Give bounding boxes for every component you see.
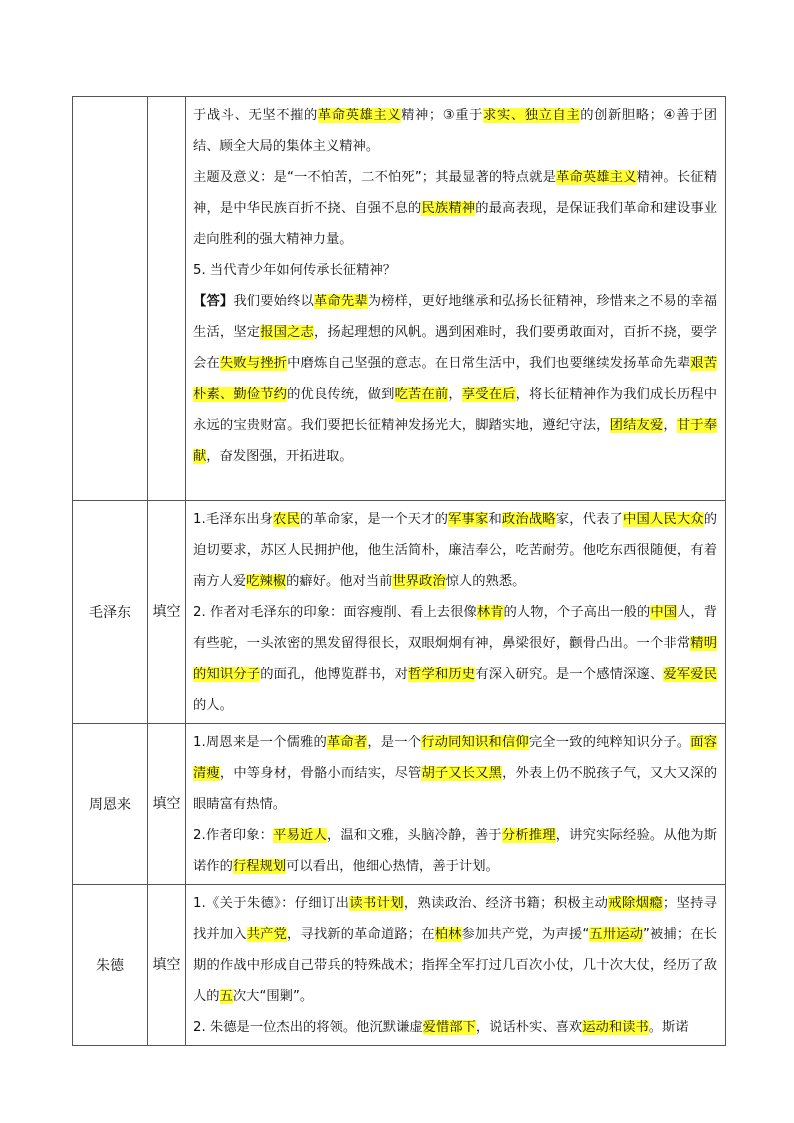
question-type-cell: 填空 — [148, 501, 186, 724]
text-segment: 的最高表现，是保证我们革命和建设事业走向胜利的强大精神力量。 — [193, 201, 718, 247]
highlighted-answer: 读书计划 — [349, 896, 404, 911]
text-segment: 1.周恩来是一个儒雅的 — [193, 735, 327, 750]
text-segment: ，温和文雅，头脑冷静，善于 — [326, 828, 502, 843]
highlighted-answer: 面容清瘦 — [193, 735, 718, 781]
person-name-cell — [73, 97, 148, 501]
text-segment: ，将长征精神作为我们成长历程中永远的宝贵财富。我们要把长征精神发扬光大，脚踏实地，遵纪守法， — [193, 387, 718, 433]
text-segment: 的面孔，他博览群书，对 — [260, 667, 409, 682]
paragraph — [193, 597, 717, 721]
text-segment: 2.作者印象： — [193, 828, 274, 843]
paragraph — [193, 504, 717, 597]
person-name-cell: 朱德 — [73, 885, 148, 1046]
text-segment: 1.《关于朱德》：仔细订出 — [193, 896, 350, 911]
content-cell — [186, 885, 726, 1046]
text-segment: 人，背有些驼，一头浓密的黑发留得很长，双眼炯炯有神，鼻梁很好，颧骨凸出。一个非常 — [193, 605, 718, 651]
paragraph — [193, 727, 717, 820]
question-type-cell: 填空 — [148, 885, 186, 1046]
question-type-cell — [148, 97, 186, 501]
content-cell — [186, 97, 726, 501]
paragraph — [193, 286, 717, 472]
text-segment: 1.毛泽东出身 — [193, 512, 274, 527]
text-segment: 。斯诺 — [648, 1020, 689, 1035]
highlighted-answer: 戒除烟瘾 — [608, 896, 663, 911]
paragraph — [193, 820, 717, 882]
paragraph — [193, 162, 717, 255]
text-segment: ，奋发图强，开拓进取。 — [206, 449, 353, 464]
table-row — [73, 724, 726, 885]
text-segment: 于战斗、无坚不摧的 — [193, 108, 318, 123]
highlighted-answer: 团结友爱 — [609, 418, 664, 433]
highlighted-answer: 行程规划 — [232, 859, 287, 874]
highlighted-answer: 甘于奉献 — [193, 418, 718, 464]
text-segment: 的创新胆略；④善于团结、顾全大局的集体主义精神。 — [193, 108, 718, 154]
highlighted-answer: 精明的知识分子 — [193, 636, 718, 682]
highlighted-answer: 运动和读书 — [582, 1020, 649, 1035]
text-segment: 的优良传统，做到 — [287, 387, 395, 402]
highlighted-answer: 世界政治 — [392, 574, 446, 589]
text-segment: 有深入研究。是一个感情深邃、 — [475, 667, 664, 682]
text-segment: 可以看出，他细心热情，善于计划。 — [286, 859, 499, 874]
text-segment: 参加共产党，为声援“ — [461, 927, 590, 942]
text-segment: 完全一致的纯粹知识分子。 — [528, 735, 691, 750]
text-segment: 惊人的熟悉。 — [445, 574, 526, 589]
text-segment: 的革命家，是一个天才的 — [300, 512, 449, 527]
table-row — [73, 97, 726, 501]
highlighted-answer: 五卅运动 — [589, 927, 644, 942]
person-name-cell: 毛泽东 — [73, 501, 148, 724]
highlighted-answer: 民族精神 — [421, 201, 476, 216]
highlighted-answer: 柏林 — [434, 927, 462, 942]
table-row — [73, 501, 726, 724]
text-segment: 次大“围剿”。 — [232, 989, 314, 1004]
person-name-cell: 周恩来 — [73, 724, 148, 885]
text-segment: ，中等身材，骨骼小而结实，尽管 — [219, 766, 422, 781]
answer-label: 【答】 — [193, 294, 234, 309]
text-segment: 我们要始终以 — [233, 294, 314, 309]
paragraph — [193, 1012, 717, 1043]
text-segment: ”被捕；在长期的作战中形成自己带兵的特殊战术；指挥全军打过几百次小仗，几十次大仗，经历了敌人的 — [193, 927, 718, 1004]
text-segment: 和 — [488, 512, 502, 527]
highlighted-answer: 艰苦朴素、勤俭节约 — [193, 356, 718, 402]
highlighted-answer: 革命英雄主义 — [317, 108, 402, 123]
highlighted-answer: 革命英雄主义 — [556, 170, 637, 185]
highlighted-answer: 军事家 — [448, 512, 489, 527]
content-cell — [186, 501, 726, 724]
table-row — [73, 885, 726, 1046]
highlighted-answer: 中国人民大众 — [623, 512, 704, 527]
text-segment: 家，代表了 — [555, 512, 624, 527]
highlighted-answer: 农民 — [273, 512, 301, 527]
highlighted-answer: 胡子又长又黑 — [421, 766, 503, 781]
text-segment: 的癖好。他对当前 — [286, 574, 393, 589]
highlighted-answer: 爱军爱民 — [663, 667, 718, 682]
highlighted-answer: 共产党 — [246, 927, 287, 942]
text-segment: ，说话朴实、喜欢 — [475, 1020, 583, 1035]
text-segment: ，寻找新的革命道路；在 — [286, 927, 435, 942]
text-segment: ，是一个 — [367, 735, 422, 750]
highlighted-answer: 行动同知识和信仰 — [421, 735, 529, 750]
paragraph — [193, 888, 717, 1012]
highlighted-answer: 吃辣椒 — [246, 574, 287, 589]
text-segment: 为榜样，更好地继承和弘扬长征精神，珍惜来之不易的幸福生活，坚定 — [193, 294, 718, 340]
text-segment: 5. 当代青少年如何传承长征精神？ — [193, 263, 397, 278]
text-segment: 2. 朱德是一位杰出的将领。他沉默谦虚 — [193, 1020, 423, 1035]
highlighted-answer: 失败与挫折 — [219, 356, 288, 371]
text-segment: 的人。 — [193, 698, 233, 713]
text-segment: ，外表上仍不脱孩子气，又大又深的眼睛富有热情。 — [193, 766, 718, 812]
content-table — [72, 96, 726, 1046]
highlighted-answer: 分析推理 — [501, 828, 556, 843]
text-segment: 中磨炼自己坚强的意志。在日常生活中，我们也要继续发扬革命先辈 — [287, 356, 691, 371]
highlighted-answer: 哲学和历史 — [408, 667, 476, 682]
text-segment: 的人物，个子高出一般的 — [503, 605, 651, 620]
highlighted-answer: 平易近人 — [273, 828, 327, 843]
text-segment: ， — [663, 418, 677, 433]
highlighted-answer: 报国之志 — [260, 325, 314, 340]
text-segment: ，扬起理想的风帆。遇到困难时，我们要勇敢面对，百折不挠，要学会在 — [193, 325, 718, 371]
highlighted-answer: 中国 — [650, 605, 678, 620]
highlighted-answer: 吃苦在前 — [394, 387, 449, 402]
highlighted-answer: 五 — [219, 989, 233, 1004]
text-segment: ，讲究实际经验。从他为斯诺作的 — [193, 828, 718, 874]
paragraph — [193, 100, 717, 162]
text-segment: ， — [448, 387, 462, 402]
text-segment: 主题及意义：是“一不怕苦，二不怕死”；其最显著的特点就是 — [193, 170, 557, 185]
highlighted-answer: 革命者 — [326, 735, 368, 750]
highlighted-answer: 爱惜部下 — [422, 1020, 476, 1035]
text-segment: ，熟读政治、经济书籍；积极主动 — [403, 896, 609, 911]
highlighted-answer: 享受在后 — [461, 387, 516, 402]
highlighted-answer: 求实、独立自主 — [483, 108, 581, 123]
question-type-cell: 填空 — [148, 724, 186, 885]
text-segment: 精神。长征精神，是中华民族百折不挠、自强不息的 — [193, 170, 718, 216]
text-segment: ；坚持寻找并加入 — [193, 896, 718, 942]
highlighted-answer: 政治战略 — [501, 512, 556, 527]
paragraph — [193, 255, 717, 286]
text-segment: 精神；③重于 — [401, 108, 484, 123]
highlighted-answer: 革命先辈 — [313, 294, 368, 309]
text-segment: 的迫切要求，苏区人民拥护他，他生活简朴，廉洁奉公，吃苦耐劳。他吃东西很随便，有着南方人爱 — [193, 512, 718, 589]
content-cell — [186, 724, 726, 885]
text-segment: 2. 作者对毛泽东的印象：面容瘦削、看上去很像 — [193, 605, 477, 620]
highlighted-answer: 林肯 — [476, 605, 504, 620]
